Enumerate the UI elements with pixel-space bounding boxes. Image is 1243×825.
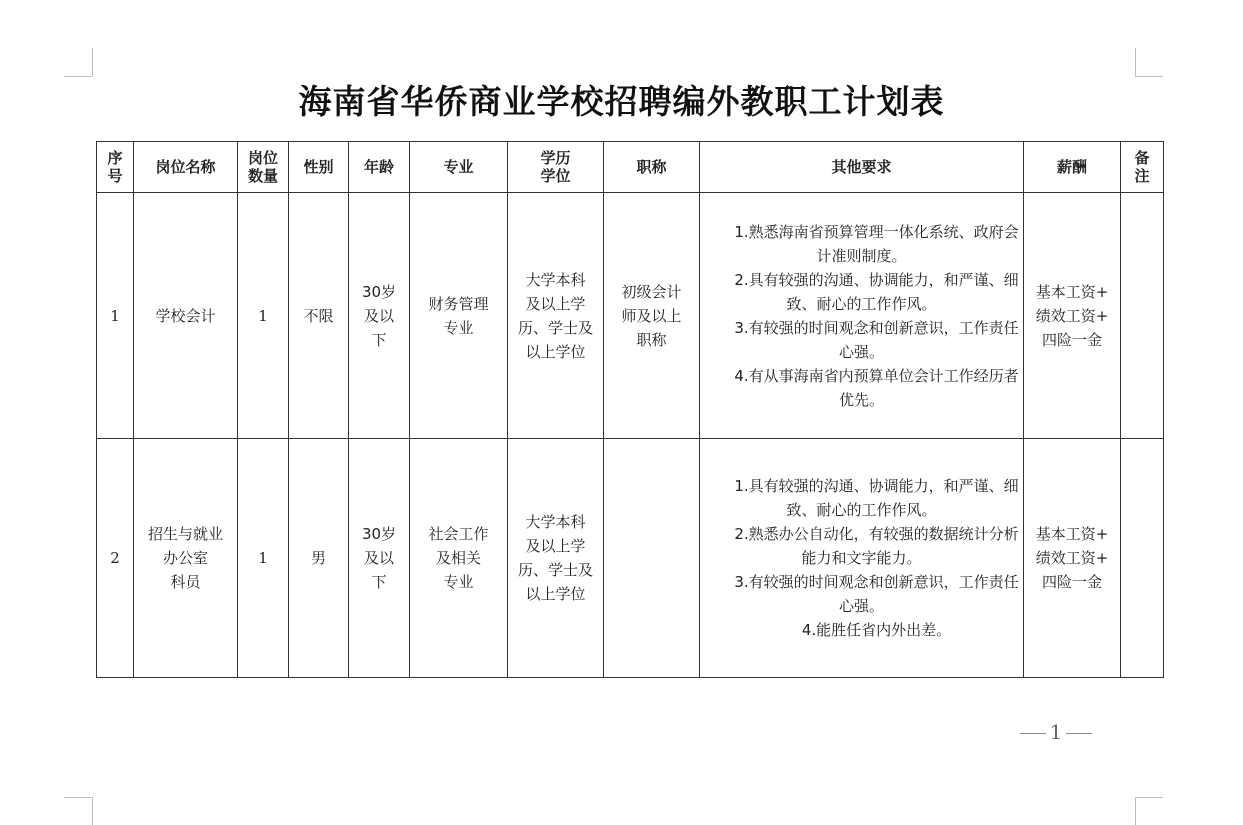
crop-mark — [64, 797, 92, 798]
cell-age: 30岁 及以 下 — [349, 193, 410, 439]
header-seq: 序 号 — [97, 142, 134, 193]
cell-seq: 1 — [97, 193, 134, 439]
crop-mark — [1135, 48, 1136, 76]
header-note: 备 注 — [1121, 142, 1164, 193]
cell-education: 大学本科 及以上学 历、学士及 以上学位 — [508, 439, 604, 678]
cell-seq: 2 — [97, 439, 134, 678]
header-major: 专业 — [410, 142, 508, 193]
cell-count: 1 — [238, 439, 289, 678]
cell-note — [1121, 439, 1164, 678]
header-position: 岗位名称 — [134, 142, 238, 193]
table-header-row — [97, 142, 1164, 193]
header-count: 岗位 数量 — [238, 142, 289, 193]
cell-other-requirements: 1.熟悉海南省预算管理一体化系统、政府会计准则制度。 2.具有较强的沟通、协调能力，和严谨、细致、耐心的工作作风。 3.有较强的时间观念和创新意识，工作责任心强。 4.有从事海南省内预算单位会计工作经历者优先。 — [700, 193, 1024, 439]
table-row — [97, 439, 1164, 678]
cell-title — [604, 439, 700, 678]
page-number: 1 — [1014, 720, 1098, 750]
page-number-dash — [1066, 733, 1092, 734]
cell-other-requirements: 1.具有较强的沟通、协调能力，和严谨、细致、耐心的工作作风。 2.熟悉办公自动化，有较强的数据统计分析能力和文字能力。 3.有较强的时间观念和创新意识，工作责任心强。 4.能胜任省内外出差。 — [700, 439, 1024, 678]
header-other-requirements: 其他要求 — [700, 142, 1024, 193]
cell-position: 学校会计 — [134, 193, 238, 439]
cell-age: 30岁 及以 下 — [349, 439, 410, 678]
cell-major: 财务管理 专业 — [410, 193, 508, 439]
cell-salary: 基本工资+ 绩效工资+ 四险一金 — [1024, 439, 1121, 678]
crop-mark — [92, 797, 93, 825]
recruitment-plan-table — [96, 141, 1164, 678]
cell-note — [1121, 193, 1164, 439]
crop-mark — [92, 48, 93, 76]
cell-gender: 男 — [289, 439, 349, 678]
cell-count: 1 — [238, 193, 289, 439]
cell-salary: 基本工资+ 绩效工资+ 四险一金 — [1024, 193, 1121, 439]
cell-education: 大学本科 及以上学 历、学士及 以上学位 — [508, 193, 604, 439]
crop-mark — [1135, 797, 1163, 798]
header-age: 年龄 — [349, 142, 410, 193]
header-gender: 性别 — [289, 142, 349, 193]
header-title: 职称 — [604, 142, 700, 193]
cell-title: 初级会计 师及以上 职称 — [604, 193, 700, 439]
cell-gender: 不限 — [289, 193, 349, 439]
cell-major: 社会工作 及相关 专业 — [410, 439, 508, 678]
page-number-dash — [1020, 733, 1046, 734]
cell-position: 招生与就业 办公室 科员 — [134, 439, 238, 678]
header-salary: 薪酬 — [1024, 142, 1121, 193]
header-education: 学历 学位 — [508, 142, 604, 193]
table-row — [97, 193, 1164, 439]
crop-mark — [1135, 797, 1136, 825]
page-title: 海南省华侨商业学校招聘编外教职工计划表 — [298, 82, 945, 121]
